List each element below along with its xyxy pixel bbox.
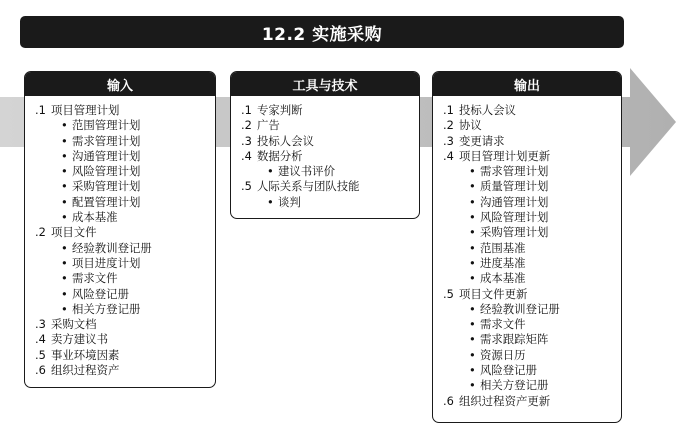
item-label: 投标人会议 (459, 103, 516, 117)
item-number: .3 (443, 133, 454, 148)
list-item (241, 179, 413, 194)
sub-list-item (35, 287, 209, 302)
bullet-icon: • (61, 210, 68, 225)
sub-list-item (443, 164, 615, 179)
list-item (35, 225, 209, 240)
item-number: .5 (443, 286, 454, 301)
sub-item-label: 进度基准 (480, 255, 526, 270)
item-number: .3 (35, 317, 46, 332)
sub-item-label: 沟通管理计划 (72, 148, 141, 163)
sub-list-item (35, 256, 209, 271)
list-item (241, 134, 413, 149)
item-number: .1 (35, 103, 46, 117)
bullet-icon: • (469, 347, 476, 362)
list-item (241, 149, 413, 164)
sub-list-item (241, 195, 413, 210)
sub-item-label: 需求文件 (480, 317, 526, 332)
sub-list-item (35, 241, 209, 256)
sub-item-label: 谈判 (278, 194, 301, 209)
outputs-list (433, 96, 621, 409)
bullet-icon: • (61, 194, 68, 209)
inputs-list (25, 96, 215, 378)
sub-item-label: 成本基准 (480, 271, 526, 286)
bullet-icon: • (61, 271, 68, 286)
list-item (35, 348, 209, 363)
list-item (443, 287, 615, 302)
item-number: .1 (241, 103, 252, 117)
bullet-icon: • (61, 179, 68, 194)
bullet-icon: • (61, 148, 68, 163)
bullet-icon: • (469, 210, 476, 225)
bullet-icon: • (469, 179, 476, 194)
item-label: 项目文件 (51, 225, 97, 240)
sub-item-label: 采购管理计划 (480, 225, 549, 240)
item-label: 广告 (257, 118, 280, 133)
sub-list-item (35, 118, 209, 133)
bullet-icon: • (469, 301, 476, 316)
sub-list-item (443, 317, 615, 332)
sub-list-item (241, 164, 413, 179)
sub-list-item (443, 363, 615, 378)
bullet-icon: • (469, 378, 476, 393)
sub-item-label: 经验教训登记册 (480, 301, 560, 316)
outputs-panel-header: 输出 (433, 72, 621, 96)
sub-item-label: 建议书评价 (278, 164, 335, 179)
list-item (35, 363, 209, 378)
item-label: 人际关系与团队技能 (257, 179, 360, 194)
list-item (35, 317, 209, 332)
title-bar (20, 16, 624, 48)
sub-item-label: 需求管理计划 (480, 164, 549, 179)
inputs-panel-header: 输入 (25, 72, 215, 96)
sub-list-item (443, 179, 615, 194)
sub-item-label: 风险登记册 (480, 363, 537, 378)
item-label: 协议 (459, 118, 482, 133)
list-item (35, 103, 209, 118)
sub-item-label: 配置管理计划 (72, 194, 141, 209)
item-label: 组织过程资产 (51, 363, 120, 378)
item-number: .2 (443, 118, 454, 133)
sub-item-label: 范围管理计划 (72, 118, 141, 133)
item-label: 事业环境因素 (51, 347, 120, 362)
sub-item-label: 风险登记册 (72, 286, 129, 301)
sub-list-item (443, 332, 615, 347)
item-number: .5 (241, 179, 252, 194)
sub-item-label: 需求文件 (72, 271, 118, 286)
item-number: .6 (443, 393, 454, 408)
item-label: 项目管理计划更新 (459, 148, 551, 163)
item-label: 组织过程资产更新 (459, 393, 551, 408)
item-number: .2 (35, 225, 46, 240)
bullet-icon: • (61, 255, 68, 270)
item-label: 专家判断 (257, 103, 303, 117)
bullet-icon: • (61, 133, 68, 148)
bullet-icon: • (469, 255, 476, 270)
sub-list-item (443, 378, 615, 393)
bullet-icon: • (61, 118, 68, 133)
item-label: 采购文档 (51, 317, 97, 332)
item-number: .6 (35, 363, 46, 378)
sub-list-item (35, 149, 209, 164)
item-label: 项目管理计划 (51, 103, 120, 117)
sub-item-label: 范围基准 (480, 240, 526, 255)
bullet-icon: • (61, 286, 68, 301)
bullet-icon: • (61, 164, 68, 179)
bullet-icon: • (469, 164, 476, 179)
sub-list-item (443, 210, 615, 225)
process-title: 12.2 实施采购 (261, 24, 383, 45)
list-item (443, 118, 615, 133)
bullet-icon: • (469, 363, 476, 378)
bullet-icon: • (469, 332, 476, 347)
sub-item-label: 相关方登记册 (72, 301, 141, 316)
list-item (443, 134, 615, 149)
bullet-icon: • (61, 240, 68, 255)
item-label: 项目文件更新 (459, 286, 528, 301)
bullet-icon: • (61, 301, 68, 316)
item-number: .4 (241, 148, 252, 163)
item-label: 卖方建议书 (51, 332, 108, 347)
sub-list-item (443, 225, 615, 240)
sub-list-item (35, 271, 209, 286)
sub-list-item (443, 256, 615, 271)
sub-item-label: 质量管理计划 (480, 179, 549, 194)
list-item (241, 103, 413, 118)
item-number: .2 (241, 118, 252, 133)
list-item (443, 394, 615, 409)
sub-list-item (35, 134, 209, 149)
item-number: .3 (241, 133, 252, 148)
tools-panel (230, 71, 420, 219)
list-item (443, 149, 615, 164)
sub-item-label: 风险管理计划 (480, 210, 549, 225)
bullet-icon: • (267, 194, 274, 209)
bullet-icon: • (267, 164, 274, 179)
sub-item-label: 需求跟踪矩阵 (480, 332, 549, 347)
list-item (241, 118, 413, 133)
item-label: 变更请求 (459, 133, 505, 148)
item-number: .4 (35, 332, 46, 347)
sub-list-item (35, 302, 209, 317)
tools-panel-header: 工具与技术 (231, 72, 419, 96)
tools-list (231, 96, 419, 210)
item-number: .5 (35, 347, 46, 362)
list-item (443, 103, 615, 118)
sub-item-label: 相关方登记册 (480, 378, 549, 393)
item-number: .4 (443, 148, 454, 163)
bullet-icon: • (469, 225, 476, 240)
item-label: 数据分析 (257, 148, 303, 163)
sub-list-item (443, 348, 615, 363)
item-number: .1 (443, 103, 454, 117)
sub-list-item (35, 179, 209, 194)
sub-item-label: 沟通管理计划 (480, 194, 549, 209)
sub-item-label: 成本基准 (72, 210, 118, 225)
sub-list-item (443, 271, 615, 286)
sub-list-item (443, 195, 615, 210)
sub-item-label: 资源日历 (480, 347, 526, 362)
bullet-icon: • (469, 271, 476, 286)
sub-list-item (35, 164, 209, 179)
inputs-panel (24, 71, 216, 388)
bullet-icon: • (469, 240, 476, 255)
outputs-panel (432, 71, 622, 423)
list-item (35, 332, 209, 347)
sub-list-item (35, 195, 209, 210)
sub-item-label: 项目进度计划 (72, 255, 141, 270)
sub-item-label: 需求管理计划 (72, 133, 141, 148)
sub-item-label: 经验教训登记册 (72, 240, 152, 255)
bullet-icon: • (469, 317, 476, 332)
sub-list-item (35, 210, 209, 225)
sub-item-label: 风险管理计划 (72, 164, 141, 179)
sub-list-item (443, 302, 615, 317)
item-label: 投标人会议 (257, 133, 314, 148)
sub-list-item (443, 241, 615, 256)
bullet-icon: • (469, 194, 476, 209)
sub-item-label: 采购管理计划 (72, 179, 141, 194)
